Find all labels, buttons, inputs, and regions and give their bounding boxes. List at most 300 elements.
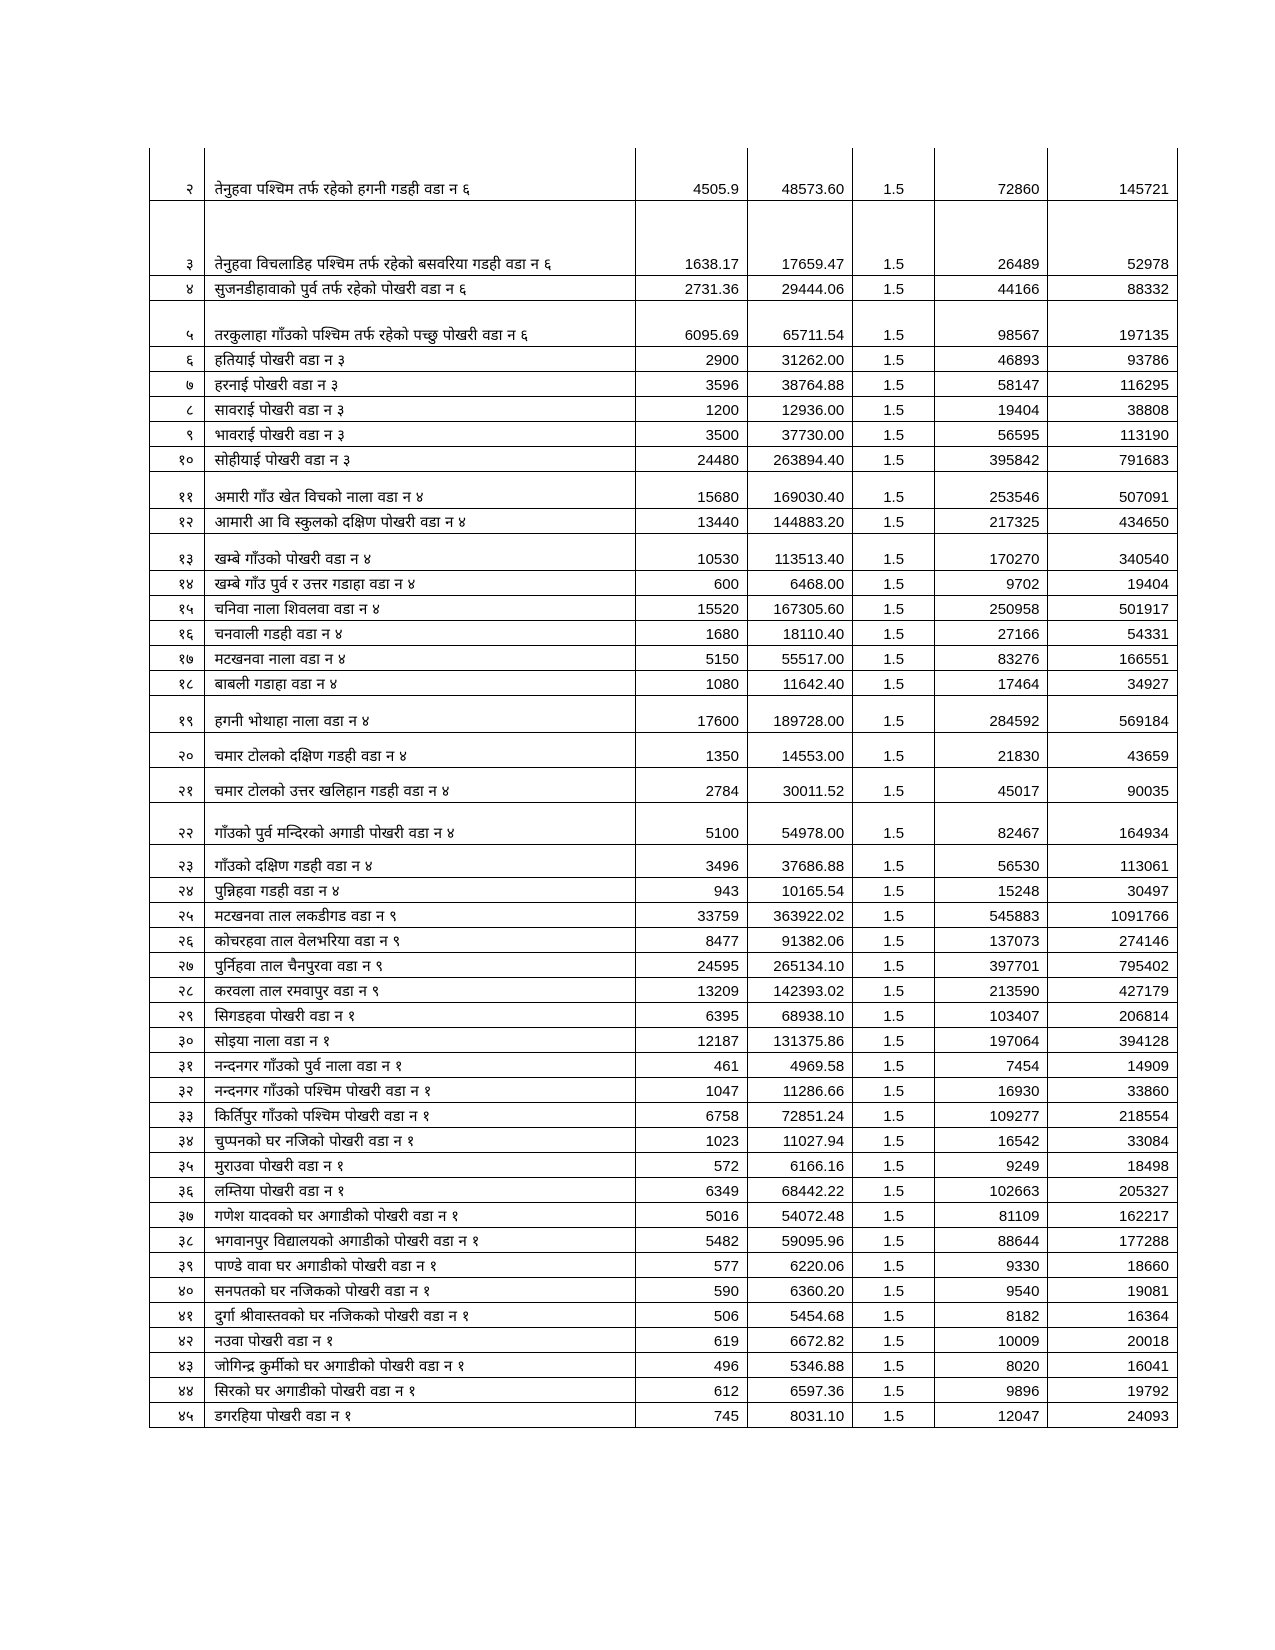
value-col-3-cell: 1023 — [635, 1127, 747, 1152]
value-col-4-cell: 68442.22 — [747, 1177, 852, 1202]
factor-value-cell: 1.5 — [853, 1252, 935, 1277]
factor-value-cell: 1.5 — [853, 902, 935, 927]
table-row — [150, 396, 1178, 421]
serial-number-cell: २१ — [150, 767, 205, 802]
value-col-6-cell: 9896 — [935, 1377, 1048, 1402]
value-col-4-cell: 11642.40 — [747, 670, 852, 695]
table-row — [150, 1352, 1178, 1377]
value-col-3-cell: 745 — [635, 1402, 747, 1427]
value-col-3-cell: 590 — [635, 1277, 747, 1302]
value-col-4-cell: 10165.54 — [747, 877, 852, 902]
factor-value-cell: 1.5 — [853, 1352, 935, 1377]
table-row — [150, 1152, 1178, 1177]
value-col-7-cell: 33860 — [1048, 1077, 1178, 1102]
value-col-6-cell: 72860 — [935, 148, 1048, 200]
value-col-7-cell: 177288 — [1048, 1227, 1178, 1252]
value-col-7-cell: 113190 — [1048, 421, 1178, 446]
table-row — [150, 695, 1178, 732]
location-description-cell: खम्बे गाँउ पुर्व र उत्तर गडाहा वडा न ४ — [204, 570, 635, 595]
value-col-6-cell: 27166 — [935, 620, 1048, 645]
serial-number-cell: ४४ — [150, 1377, 205, 1402]
table-row — [150, 877, 1178, 902]
value-col-7-cell: 18660 — [1048, 1252, 1178, 1277]
table-row — [150, 1277, 1178, 1302]
factor-value-cell: 1.5 — [853, 1202, 935, 1227]
value-col-7-cell: 19404 — [1048, 570, 1178, 595]
value-col-3-cell: 6395 — [635, 1002, 747, 1027]
value-col-4-cell: 6360.20 — [747, 1277, 852, 1302]
value-col-3-cell: 1047 — [635, 1077, 747, 1102]
serial-number-cell: ३९ — [150, 1252, 205, 1277]
value-col-4-cell: 113513.40 — [747, 533, 852, 570]
table-row — [150, 1377, 1178, 1402]
location-description-cell: अमारी गाँउ खेत विचको नाला वडा न ४ — [204, 471, 635, 508]
value-col-4-cell: 37686.88 — [747, 844, 852, 877]
value-col-4-cell: 169030.40 — [747, 471, 852, 508]
value-col-6-cell: 58147 — [935, 371, 1048, 396]
value-col-6-cell: 17464 — [935, 670, 1048, 695]
factor-value-cell: 1.5 — [853, 421, 935, 446]
value-col-6-cell: 397701 — [935, 952, 1048, 977]
table-row — [150, 1077, 1178, 1102]
table-row — [150, 952, 1178, 977]
value-col-6-cell: 81109 — [935, 1202, 1048, 1227]
value-col-4-cell: 5454.68 — [747, 1302, 852, 1327]
value-col-3-cell: 577 — [635, 1252, 747, 1277]
table-body — [150, 148, 1178, 1427]
factor-value-cell: 1.5 — [853, 570, 935, 595]
value-col-6-cell: 15248 — [935, 877, 1048, 902]
location-description-cell: लम्तिया पोखरी वडा न १ — [204, 1177, 635, 1202]
factor-value-cell: 1.5 — [853, 670, 935, 695]
value-col-7-cell: 795402 — [1048, 952, 1178, 977]
location-description-cell: गाँउको पुर्व मन्दिरको अगाडी पोखरी वडा न ४ — [204, 802, 635, 844]
value-col-3-cell: 6349 — [635, 1177, 747, 1202]
value-col-3-cell: 1638.17 — [635, 200, 747, 275]
value-col-7-cell: 88332 — [1048, 275, 1178, 300]
factor-value-cell: 1.5 — [853, 200, 935, 275]
value-col-3-cell: 1080 — [635, 670, 747, 695]
table-row — [150, 1402, 1178, 1427]
serial-number-cell: १७ — [150, 645, 205, 670]
value-col-6-cell: 7454 — [935, 1052, 1048, 1077]
value-col-4-cell: 30011.52 — [747, 767, 852, 802]
location-description-cell: तेनुहवा विचलाडिह पश्चिम तर्फ रहेको बसवरिया गडही वडा न ६ — [204, 200, 635, 275]
value-col-4-cell: 55517.00 — [747, 645, 852, 670]
table-row — [150, 275, 1178, 300]
location-description-cell: सिगडहवा पोखरी वडा न १ — [204, 1002, 635, 1027]
value-col-3-cell: 6758 — [635, 1102, 747, 1127]
location-description-cell: हरनाई पोखरी वडा न ३ — [204, 371, 635, 396]
factor-value-cell: 1.5 — [853, 396, 935, 421]
value-col-6-cell: 9249 — [935, 1152, 1048, 1177]
location-description-cell: हगनी भोथाहा नाला वडा न ४ — [204, 695, 635, 732]
value-col-7-cell: 394128 — [1048, 1027, 1178, 1052]
location-description-cell: किर्तिपुर गाँउको पश्चिम पोखरी वडा न १ — [204, 1102, 635, 1127]
value-col-7-cell: 1091766 — [1048, 902, 1178, 927]
table-row — [150, 1302, 1178, 1327]
value-col-3-cell: 5482 — [635, 1227, 747, 1252]
factor-value-cell: 1.5 — [853, 1377, 935, 1402]
value-col-4-cell: 29444.06 — [747, 275, 852, 300]
factor-value-cell: 1.5 — [853, 927, 935, 952]
value-col-3-cell: 3596 — [635, 371, 747, 396]
value-col-4-cell: 144883.20 — [747, 508, 852, 533]
value-col-7-cell: 24093 — [1048, 1402, 1178, 1427]
value-col-4-cell: 68938.10 — [747, 1002, 852, 1027]
factor-value-cell: 1.5 — [853, 620, 935, 645]
value-col-4-cell: 38764.88 — [747, 371, 852, 396]
location-description-cell: दुर्गा श्रीवास्तवको घर नजिकको पोखरी वडा न १ — [204, 1302, 635, 1327]
value-col-6-cell: 21830 — [935, 732, 1048, 767]
value-col-6-cell: 10009 — [935, 1327, 1048, 1352]
value-col-3-cell: 15680 — [635, 471, 747, 508]
serial-number-cell: ३ — [150, 200, 205, 275]
serial-number-cell: ४५ — [150, 1402, 205, 1427]
table-row — [150, 670, 1178, 695]
serial-number-cell: २७ — [150, 952, 205, 977]
value-col-7-cell: 501917 — [1048, 595, 1178, 620]
value-col-4-cell: 6166.16 — [747, 1152, 852, 1177]
value-col-3-cell: 2900 — [635, 346, 747, 371]
value-col-6-cell: 9540 — [935, 1277, 1048, 1302]
location-description-cell: जोगिन्द्र कुर्मीको घर अगाडीको पोखरी वडा न १ — [204, 1352, 635, 1377]
factor-value-cell: 1.5 — [853, 148, 935, 200]
value-col-7-cell: 18498 — [1048, 1152, 1178, 1177]
table-row — [150, 595, 1178, 620]
value-col-6-cell: 56595 — [935, 421, 1048, 446]
serial-number-cell: २९ — [150, 1002, 205, 1027]
value-col-6-cell: 8182 — [935, 1302, 1048, 1327]
factor-value-cell: 1.5 — [853, 1052, 935, 1077]
value-col-3-cell: 8477 — [635, 927, 747, 952]
location-description-cell: नन्दनगर गाँउको पश्चिम पोखरी वडा न १ — [204, 1077, 635, 1102]
table-row — [150, 471, 1178, 508]
location-description-cell: सनपतको घर नजिकको पोखरी वडा न १ — [204, 1277, 635, 1302]
table-row — [150, 844, 1178, 877]
value-col-6-cell: 12047 — [935, 1402, 1048, 1427]
value-col-6-cell: 88644 — [935, 1227, 1048, 1252]
value-col-7-cell: 434650 — [1048, 508, 1178, 533]
value-col-7-cell: 16041 — [1048, 1352, 1178, 1377]
value-col-3-cell: 496 — [635, 1352, 747, 1377]
value-col-7-cell: 340540 — [1048, 533, 1178, 570]
serial-number-cell: १० — [150, 446, 205, 471]
serial-number-cell: ११ — [150, 471, 205, 508]
serial-number-cell: १४ — [150, 570, 205, 595]
table-row — [150, 1127, 1178, 1152]
value-col-4-cell: 17659.47 — [747, 200, 852, 275]
factor-value-cell: 1.5 — [853, 1277, 935, 1302]
value-col-7-cell: 30497 — [1048, 877, 1178, 902]
value-col-4-cell: 6672.82 — [747, 1327, 852, 1352]
value-col-3-cell: 24480 — [635, 446, 747, 471]
value-col-7-cell: 164934 — [1048, 802, 1178, 844]
value-col-6-cell: 102663 — [935, 1177, 1048, 1202]
location-description-cell: नन्दनगर गाँउको पुर्व नाला वडा न १ — [204, 1052, 635, 1077]
value-col-3-cell: 13209 — [635, 977, 747, 1002]
table-row — [150, 1002, 1178, 1027]
location-description-cell: पुर्निहवा ताल चैनपुरवा वडा न ९ — [204, 952, 635, 977]
serial-number-cell: ३७ — [150, 1202, 205, 1227]
value-col-7-cell: 16364 — [1048, 1302, 1178, 1327]
value-col-4-cell: 6220.06 — [747, 1252, 852, 1277]
location-description-cell: बाबली गडाहा वडा न ४ — [204, 670, 635, 695]
serial-number-cell: ४२ — [150, 1327, 205, 1352]
location-description-cell: डगरहिया पोखरी वडा न १ — [204, 1402, 635, 1427]
table-row — [150, 977, 1178, 1002]
value-col-7-cell: 20018 — [1048, 1327, 1178, 1352]
serial-number-cell: ४० — [150, 1277, 205, 1302]
location-description-cell: चमार टोलको उत्तर खलिहान गडही वडा न ४ — [204, 767, 635, 802]
value-col-7-cell: 93786 — [1048, 346, 1178, 371]
factor-value-cell: 1.5 — [853, 1402, 935, 1427]
value-col-7-cell: 197135 — [1048, 300, 1178, 346]
value-col-3-cell: 1350 — [635, 732, 747, 767]
location-description-cell: गाँउको दक्षिण गडही वडा न ४ — [204, 844, 635, 877]
location-description-cell: पाण्डे वावा घर अगाडीको पोखरी वडा न १ — [204, 1252, 635, 1277]
value-col-4-cell: 72851.24 — [747, 1102, 852, 1127]
factor-value-cell: 1.5 — [853, 877, 935, 902]
value-col-6-cell: 9330 — [935, 1252, 1048, 1277]
value-col-4-cell: 4969.58 — [747, 1052, 852, 1077]
value-col-6-cell: 44166 — [935, 275, 1048, 300]
value-col-3-cell: 2784 — [635, 767, 747, 802]
table-row — [150, 620, 1178, 645]
location-description-cell: तरकुलाहा गाँउको पश्चिम तर्फ रहेको पच्छु पोखरी वडा न ६ — [204, 300, 635, 346]
value-col-4-cell: 265134.10 — [747, 952, 852, 977]
value-col-6-cell: 137073 — [935, 927, 1048, 952]
value-col-3-cell: 5150 — [635, 645, 747, 670]
table-row — [150, 533, 1178, 570]
value-col-4-cell: 11286.66 — [747, 1077, 852, 1102]
serial-number-cell: २६ — [150, 927, 205, 952]
table-row — [150, 148, 1178, 200]
serial-number-cell: २२ — [150, 802, 205, 844]
factor-value-cell: 1.5 — [853, 977, 935, 1002]
value-col-7-cell: 38808 — [1048, 396, 1178, 421]
value-col-7-cell: 19792 — [1048, 1377, 1178, 1402]
value-col-4-cell: 59095.96 — [747, 1227, 852, 1252]
value-col-6-cell: 197064 — [935, 1027, 1048, 1052]
value-col-3-cell: 506 — [635, 1302, 747, 1327]
serial-number-cell: ७ — [150, 371, 205, 396]
factor-value-cell: 1.5 — [853, 595, 935, 620]
value-col-6-cell: 170270 — [935, 533, 1048, 570]
location-description-cell: करवला ताल रमवापुर वडा न ९ — [204, 977, 635, 1002]
factor-value-cell: 1.5 — [853, 300, 935, 346]
serial-number-cell: ३६ — [150, 1177, 205, 1202]
factor-value-cell: 1.5 — [853, 1152, 935, 1177]
factor-value-cell: 1.5 — [853, 346, 935, 371]
value-col-3-cell: 600 — [635, 570, 747, 595]
serial-number-cell: ३३ — [150, 1102, 205, 1127]
value-col-4-cell: 14553.00 — [747, 732, 852, 767]
value-col-7-cell: 34927 — [1048, 670, 1178, 695]
location-description-cell: कोचरहवा ताल वेलभरिया वडा न ९ — [204, 927, 635, 952]
serial-number-cell: ४१ — [150, 1302, 205, 1327]
serial-number-cell: ३२ — [150, 1077, 205, 1102]
value-col-7-cell: 162217 — [1048, 1202, 1178, 1227]
location-description-cell: सावराई पोखरी वडा न ३ — [204, 396, 635, 421]
value-col-4-cell: 8031.10 — [747, 1402, 852, 1427]
value-col-3-cell: 5016 — [635, 1202, 747, 1227]
value-col-3-cell: 12187 — [635, 1027, 747, 1052]
value-col-6-cell: 253546 — [935, 471, 1048, 508]
location-description-cell: हतियाई पोखरी वडा न ३ — [204, 346, 635, 371]
value-col-3-cell: 612 — [635, 1377, 747, 1402]
location-description-cell: सोहीयाई पोखरी वडा न ३ — [204, 446, 635, 471]
serial-number-cell: १८ — [150, 670, 205, 695]
table-row — [150, 371, 1178, 396]
factor-value-cell: 1.5 — [853, 1102, 935, 1127]
location-description-cell: पुन्निहवा गडही वडा न ४ — [204, 877, 635, 902]
value-col-4-cell: 91382.06 — [747, 927, 852, 952]
location-description-cell: मटखनवा नाला वडा न ४ — [204, 645, 635, 670]
value-col-7-cell: 54331 — [1048, 620, 1178, 645]
value-col-6-cell: 284592 — [935, 695, 1048, 732]
factor-value-cell: 1.5 — [853, 275, 935, 300]
table-row — [150, 1052, 1178, 1077]
table-row — [150, 732, 1178, 767]
value-col-6-cell: 109277 — [935, 1102, 1048, 1127]
value-col-3-cell: 4505.9 — [635, 148, 747, 200]
table-row — [150, 1177, 1178, 1202]
value-col-3-cell: 3500 — [635, 421, 747, 446]
value-col-7-cell: 52978 — [1048, 200, 1178, 275]
location-description-cell: सिरको घर अगाडीको पोखरी वडा न १ — [204, 1377, 635, 1402]
table-row — [150, 902, 1178, 927]
value-col-6-cell: 9702 — [935, 570, 1048, 595]
value-col-4-cell: 37730.00 — [747, 421, 852, 446]
value-col-7-cell: 145721 — [1048, 148, 1178, 200]
value-col-7-cell: 166551 — [1048, 645, 1178, 670]
factor-value-cell: 1.5 — [853, 471, 935, 508]
value-col-3-cell: 33759 — [635, 902, 747, 927]
value-col-4-cell: 5346.88 — [747, 1352, 852, 1377]
value-col-4-cell: 54978.00 — [747, 802, 852, 844]
value-col-4-cell: 18110.40 — [747, 620, 852, 645]
value-col-6-cell: 16542 — [935, 1127, 1048, 1152]
location-description-cell: चनवाली गडही वडा न ४ — [204, 620, 635, 645]
factor-value-cell: 1.5 — [853, 1302, 935, 1327]
value-col-6-cell: 213590 — [935, 977, 1048, 1002]
value-col-4-cell: 363922.02 — [747, 902, 852, 927]
serial-number-cell: १३ — [150, 533, 205, 570]
value-col-6-cell: 16930 — [935, 1077, 1048, 1102]
factor-value-cell: 1.5 — [853, 952, 935, 977]
value-col-6-cell: 103407 — [935, 1002, 1048, 1027]
table-row — [150, 1202, 1178, 1227]
value-col-4-cell: 131375.86 — [747, 1027, 852, 1052]
factor-value-cell: 1.5 — [853, 533, 935, 570]
value-col-6-cell: 46893 — [935, 346, 1048, 371]
value-col-4-cell: 6597.36 — [747, 1377, 852, 1402]
value-col-7-cell: 206814 — [1048, 1002, 1178, 1027]
table-row — [150, 1027, 1178, 1052]
table-row — [150, 767, 1178, 802]
location-description-cell: चनिवा नाला शिवलवा वडा न ४ — [204, 595, 635, 620]
value-col-6-cell: 217325 — [935, 508, 1048, 533]
value-col-3-cell: 572 — [635, 1152, 747, 1177]
factor-value-cell: 1.5 — [853, 1002, 935, 1027]
value-col-3-cell: 2731.36 — [635, 275, 747, 300]
table-row — [150, 1327, 1178, 1352]
table-row — [150, 200, 1178, 275]
factor-value-cell: 1.5 — [853, 371, 935, 396]
table-row — [150, 1227, 1178, 1252]
value-col-4-cell: 263894.40 — [747, 446, 852, 471]
serial-number-cell: ३८ — [150, 1227, 205, 1252]
value-col-7-cell: 205327 — [1048, 1177, 1178, 1202]
serial-number-cell: २८ — [150, 977, 205, 1002]
value-col-6-cell: 98567 — [935, 300, 1048, 346]
value-col-4-cell: 65711.54 — [747, 300, 852, 346]
serial-number-cell: ३५ — [150, 1152, 205, 1177]
table-row — [150, 570, 1178, 595]
value-col-6-cell: 250958 — [935, 595, 1048, 620]
serial-number-cell: २० — [150, 732, 205, 767]
location-description-cell: भावराई पोखरी वडा न ३ — [204, 421, 635, 446]
factor-value-cell: 1.5 — [853, 732, 935, 767]
value-col-4-cell: 12936.00 — [747, 396, 852, 421]
value-col-3-cell: 17600 — [635, 695, 747, 732]
factor-value-cell: 1.5 — [853, 844, 935, 877]
serial-number-cell: १२ — [150, 508, 205, 533]
value-col-6-cell: 26489 — [935, 200, 1048, 275]
value-col-6-cell: 56530 — [935, 844, 1048, 877]
value-col-3-cell: 943 — [635, 877, 747, 902]
location-description-cell: सुजनडीहावाको पुर्व तर्फ रहेको पोखरी वडा न ६ — [204, 275, 635, 300]
value-col-7-cell: 274146 — [1048, 927, 1178, 952]
value-col-3-cell: 3496 — [635, 844, 747, 877]
location-description-cell: भगवानपुर विद्यालयको अगाडीको पोखरी वडा न १ — [204, 1227, 635, 1252]
serial-number-cell: ४३ — [150, 1352, 205, 1377]
value-col-4-cell: 6468.00 — [747, 570, 852, 595]
value-col-4-cell: 167305.60 — [747, 595, 852, 620]
data-table — [149, 148, 1178, 1428]
serial-number-cell: ४ — [150, 275, 205, 300]
value-col-6-cell: 395842 — [935, 446, 1048, 471]
table-row — [150, 927, 1178, 952]
factor-value-cell: 1.5 — [853, 695, 935, 732]
value-col-3-cell: 1680 — [635, 620, 747, 645]
value-col-7-cell: 569184 — [1048, 695, 1178, 732]
value-col-6-cell: 19404 — [935, 396, 1048, 421]
value-col-3-cell: 10530 — [635, 533, 747, 570]
serial-number-cell: ९ — [150, 421, 205, 446]
location-description-cell: चमार टोलको दक्षिण गडही वडा न ४ — [204, 732, 635, 767]
table-row — [150, 446, 1178, 471]
value-col-3-cell: 24595 — [635, 952, 747, 977]
location-description-cell: तेनुहवा पश्चिम तर्फ रहेको हगनी गडही वडा न ६ — [204, 148, 635, 200]
serial-number-cell: २४ — [150, 877, 205, 902]
value-col-4-cell: 54072.48 — [747, 1202, 852, 1227]
location-description-cell: गणेश यादवको घर अगाडीको पोखरी वडा न १ — [204, 1202, 635, 1227]
value-col-6-cell: 82467 — [935, 802, 1048, 844]
value-col-6-cell: 545883 — [935, 902, 1048, 927]
serial-number-cell: १६ — [150, 620, 205, 645]
value-col-7-cell: 218554 — [1048, 1102, 1178, 1127]
value-col-4-cell: 142393.02 — [747, 977, 852, 1002]
value-col-6-cell: 8020 — [935, 1352, 1048, 1377]
value-col-3-cell: 15520 — [635, 595, 747, 620]
factor-value-cell: 1.5 — [853, 1027, 935, 1052]
serial-number-cell: १९ — [150, 695, 205, 732]
value-col-7-cell: 507091 — [1048, 471, 1178, 508]
table-row — [150, 645, 1178, 670]
factor-value-cell: 1.5 — [853, 446, 935, 471]
